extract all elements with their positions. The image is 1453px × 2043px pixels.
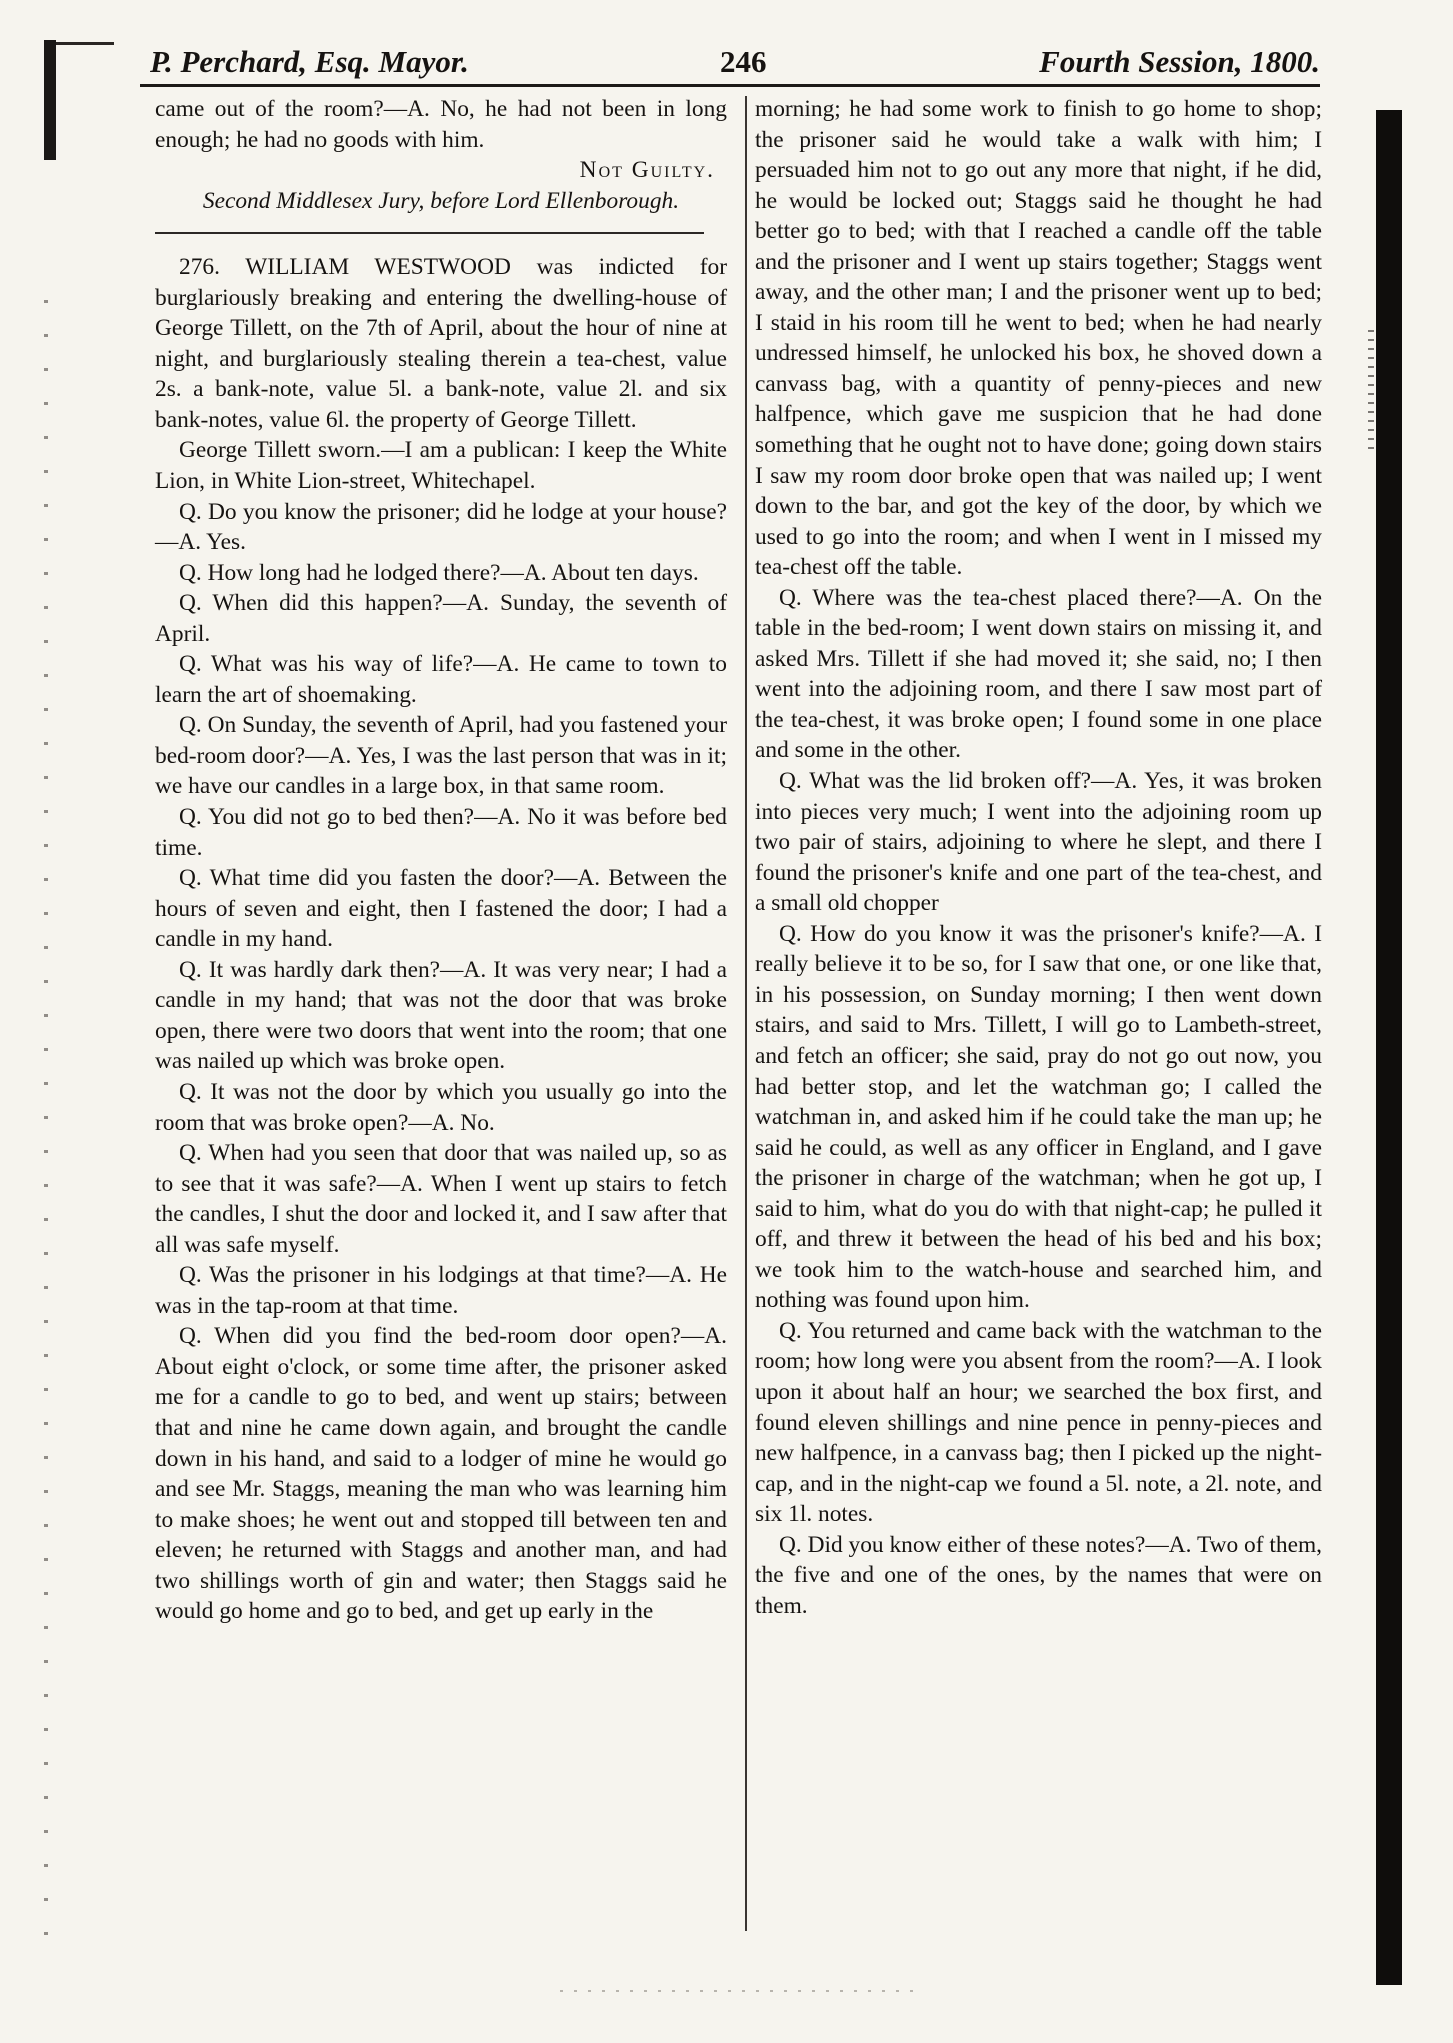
question-answer: Q. How do you know it was the prisoner's knife?—A. I really believe it to be so, for I saw that one, or one like that, in his possession, on Sunday morning; I then went down stairs, and said to Mrs. Tillett, I will go to Lambeth-street, and fetch an officer; she said, pray do not go out now, you had better stop, and let the watchman go; I called the watchman in, and asked him if he could take the man up; he said he could, as well as any officer in England, and I gave the prisoner in charge of the watchman; when he got up, I said to him, what do you do with that night-cap; he pulled it off, and threw it between the head of his bed and his box; we took him to the watch-house and searched him, and nothing was found upon him. (755, 920, 1322, 1314)
question-answer: Q. On Sunday, the seventh of April, had you fastened your bed-room door?—A. Yes, I was the last person that was in it; we have our candles in a large box, in that same room. (155, 712, 727, 800)
header-right: Fourth Session, 1800. (1039, 44, 1320, 79)
verdict: Not Guilty. (579, 157, 715, 184)
question-answer: Q. It was hardly dark then?—A. It was very near; I had a candle in my hand; that was not the door that was broke open, there were two doors that went into the room; that one was nailed up which was broke open. (155, 956, 727, 1075)
paragraph: came out of the room?—A. No, he had not been in long enough; he had no goods with him. (155, 96, 727, 153)
column-divider (745, 96, 747, 1931)
question-answer: Q. Did you know either of these notes?—A. Two of them, the five and one of the ones, by the names that were on them. (755, 1531, 1322, 1619)
running-header (140, 44, 1320, 84)
paragraph: George Tillett sworn.—I am a publican: I keep the White Lion, in White Lion-street, Whitechapel. (155, 437, 727, 495)
gutter-shadow (1376, 110, 1402, 1985)
binding-edge (44, 40, 56, 160)
question-answer: Q. When had you seen that door that was nailed up, so as to see that it was safe?—A. When I went up stairs to fetch the candles, I shut the door and locked it, and I saw after that all was safe myself. (155, 1140, 727, 1258)
paragraph: morning; he had some work to finish to go home to shop; the prisoner said he would take a walk with him; I persuaded him not to go out any more that night, if he did, he would be locked out; Staggs said he thought he had better go to bed; with that I reached a candle off the table and the prisoner and I went up stairs together; Staggs went away, and the other man; I and the prisoner went up to bed; I staid in his room till he went to bed; when he had nearly undressed himself, he unlocked his box, he shoved down a canvass bag, with a quantity of penny-pieces and new halfpence, which gave me suspicion that he had done something that he ought not to have done; going down stairs I saw my room door broke open that was nailed up; I went down to the bar, and got the key of the door, by which we used to go into the room; and when I went in I missed my tea-chest off the table. (755, 96, 1322, 581)
binding-tick (56, 42, 114, 45)
question-answer: Q. What time did you fasten the door?—A. Between the hours of seven and eight, then I fastened the door; I had a candle in my hand. (155, 865, 727, 953)
question-answer: Q. What was the lid broken off?—A. Yes, it was broken into pieces very much; I went into the adjoining room up two pair of stairs, adjoining to where he slept, and there I found the prisoner's knife and one part of the tea-chest, and a small old chopper (755, 768, 1322, 917)
right-column (755, 94, 1322, 1621)
left-column (155, 94, 727, 1627)
case-divider (155, 232, 704, 234)
gutter-specks (1368, 330, 1374, 450)
question-answer: Q. Was the prisoner in his lodgings at that time?—A. He was in the tap-room at that time. (155, 1262, 727, 1319)
question-answer: Q. Do you know the prisoner; did he lodge at your house?—A. Yes. (155, 498, 727, 556)
header-left: P. Perchard, Esq. Mayor. (150, 44, 469, 79)
question-answer: Q. How long had he lodged there?—A. About ten days. (179, 559, 699, 586)
question-answer: Q. Where was the tea-chest placed there?—A. On the table in the bed-room; I went down stairs on missing it, and asked Mrs. Tillett if she had moved it; she said, no; I then went into the adjoining room, and there I saw most part of the tea-chest, it was broke open; I found some in one place and some in the other. (755, 584, 1322, 764)
header-rule (140, 84, 1320, 87)
question-answer: Q. When did you find the bed-room door open?—A. About eight o'clock, or some time after, the prisoner asked me for a candle to go to bed, and went up stairs; between that and nine he came down again, and brought the candle down in his hand, and said to a lodger of mine he would go and see Mr. Staggs, meaning the man who was learning him to make shoes; he went out and stopped till between ten and eleven; he returned with Staggs and another man, and had two shillings worth of gin and water; then Staggs said he would go home and go to bed, and get up early in the (155, 1323, 727, 1625)
question-answer: Q. What was his way of life?—A. He came to town to learn the art of shoemaking. (155, 651, 727, 708)
bottom-dots (560, 1990, 920, 1992)
jury-line: Second Middlesex Jury, before Lord Ellenborough. (202, 187, 680, 214)
page-number: 246 (720, 44, 767, 79)
question-answer: Q. It was not the door by which you usually go into the room that was broke open?—A. No. (155, 1078, 727, 1136)
question-answer: Q. You returned and came back with the watchman to the room; how long were you absent from the room?—A. I look upon it about half an hour; we searched the box first, and found eleven shillings and nine pence in penny-pieces and new halfpence, in a canvass bag; then I picked up the night-cap, and in the night-cap we found a 5l. note, a 2l. note, and six 1l. notes. (755, 1317, 1322, 1528)
indictment-paragraph: 276. WILLIAM WESTWOOD was indicted for burglariously breaking and entering the dwelling-house of George Tillett, on the 7th of April, about the hour of nine at night, and burglariously stealing therein a tea-chest, value 2s. a bank-note, value 5l. a bank-note, value 2l. and six bank-notes, value 6l. the property of George Tillett. (155, 254, 727, 433)
page-edge-dots (44, 300, 48, 1940)
question-answer: Q. You did not go to bed then?—A. No it was before bed time. (155, 804, 727, 861)
question-answer: Q. When did this happen?—A. Sunday, the seventh of April. (155, 590, 727, 647)
